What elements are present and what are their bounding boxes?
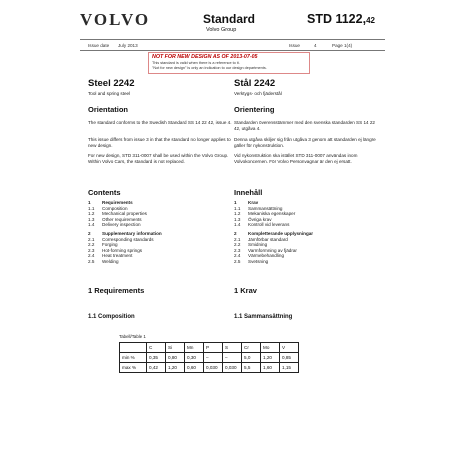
table-of-contents-english: [88, 200, 162, 265]
toc-item-label: Krav: [248, 200, 259, 205]
toc-item-label: Delivery inspection: [102, 222, 141, 228]
toc-item-number: 1: [234, 200, 237, 205]
toc-item-number: 2.3: [234, 247, 241, 253]
toc-item-number: 1.1: [234, 205, 241, 211]
toc-item-label: Övriga krav: [248, 216, 272, 222]
composition-table: [119, 342, 299, 373]
table-header-cell: V: [280, 343, 299, 353]
orientation-para3-swedish: Vid nykonstruktion ska istället STD 311-0007 användas inom Volvokoncernen. För Volvo Personvagnar är den ej ersatt.: [234, 153, 358, 164]
toc-item-label: Mechanical properties: [102, 211, 147, 217]
document-owner: Volvo Group: [206, 27, 237, 33]
table-cell: min %: [120, 353, 147, 363]
section-1-1-heading-english: 1.1 Composition: [88, 314, 135, 320]
title-english: Steel 2242: [88, 78, 135, 89]
subtitle-english: Tool and spring steel: [88, 91, 131, 96]
subtitle-swedish: Verktygs- och fjäderstål: [234, 91, 282, 96]
toc-item-label: Smidning: [248, 242, 268, 248]
table-cell: 0,60: [185, 363, 204, 373]
toc-item-label: Composition: [102, 205, 128, 211]
table-cell: –: [223, 353, 242, 363]
orientation-para2-english: This issue differs from issue 3 in that the standard no longer applies to new design.: [88, 137, 231, 148]
toc-item: [88, 259, 162, 265]
toc-item-label: Heat treatment: [102, 253, 133, 259]
section-1-heading-swedish: 1 Krav: [234, 286, 257, 295]
table-cell: max %: [120, 363, 147, 373]
orientation-para1-english: The standard conforms to the Swedish Standard SS 14 22 42, issue 4.: [88, 120, 232, 125]
toc-item: [88, 222, 162, 228]
toc-item-number: 2.2: [234, 242, 241, 248]
contents-heading-english: Contents: [88, 188, 121, 197]
page-number: Page 1(4): [332, 43, 353, 48]
table-cell: –: [204, 353, 223, 363]
toc-item-label: Supplementary information: [102, 230, 162, 236]
toc-item-number: 1.3: [234, 216, 241, 222]
toc-item-label: Forging: [102, 242, 118, 248]
table-header-cell: C: [147, 343, 166, 353]
table-cell: 5,0: [242, 353, 261, 363]
orientation-heading-english: Orientation: [88, 105, 129, 114]
table-cell: 1,15: [280, 363, 299, 373]
toc-item-number: 1.1: [88, 205, 95, 211]
toc-item-number: 2.1: [88, 236, 95, 242]
orientation-heading-swedish: Orientering: [234, 105, 275, 114]
toc-item-number: 1.3: [88, 216, 95, 222]
table-cell: 0,42: [147, 363, 166, 373]
table-header-cell: Mn: [185, 343, 204, 353]
header-bottom-rule: [80, 50, 385, 51]
toc-item-number: 2.3: [88, 247, 95, 253]
standard-number: STD 1122,42: [307, 12, 375, 26]
toc-item-number: 2.2: [88, 242, 95, 248]
section-1-heading-english: 1 Requirements: [88, 286, 145, 295]
notice-headline: NOT FOR NEW DESIGN AS OF 2013-07-05: [152, 54, 258, 60]
toc-item: [234, 259, 313, 265]
toc-item-label: Jämförbar standard: [248, 236, 288, 242]
issue-label: Issue: [289, 43, 300, 48]
toc-item-number: 2: [88, 230, 91, 236]
not-for-new-design-notice: [148, 52, 310, 74]
table-row: [120, 353, 299, 363]
toc-item-number: 1: [88, 200, 91, 205]
table-cell: 1,20: [166, 363, 185, 373]
table-cell: 0,80: [166, 353, 185, 363]
table-of-contents-swedish: [234, 200, 313, 265]
table-header-cell: Mo: [261, 343, 280, 353]
table-header-cell: P: [204, 343, 223, 353]
toc-item-number: 1.4: [234, 222, 241, 228]
contents-heading-swedish: Innehåll: [234, 188, 263, 197]
table-cell: 5,5: [242, 363, 261, 373]
toc-item-label: Svetsning: [248, 258, 269, 264]
document-type-title: Standard: [203, 12, 256, 26]
table-cell: 1,60: [261, 363, 280, 373]
orientation-para2-swedish: Denna utgåva skiljer sig från utgåva 3 genom att standarden ej längre gäller för nykonstruktion.: [234, 137, 376, 148]
table-header-cell: S: [223, 343, 242, 353]
orientation-para1-swedish: Standarden överensstämmer med den svenska standarden SS 14 22 42, utgåva 4.: [234, 120, 375, 131]
table-header-cell: [120, 343, 147, 353]
toc-item-number: 2.4: [234, 253, 241, 259]
toc-item-label: Sammansättning: [248, 205, 283, 211]
orientation-para3-english: For new design, STD 311-0007 shall be used within the Volvo Group. Within Volvo Cars, the standard is not replaced.: [88, 153, 229, 164]
issue-value: 4: [314, 43, 317, 48]
section-1-1-heading-swedish: 1.1 Sammansättning: [234, 314, 293, 320]
issue-date-label: Issue date: [88, 43, 110, 48]
toc-item-label: Kontroll vid leverans: [248, 222, 290, 228]
table-cell: 0,30: [185, 353, 204, 363]
volvo-logo: VOLVO: [80, 10, 151, 29]
toc-item-label: Corresponding standards: [102, 236, 154, 242]
toc-item-number: 1.2: [234, 211, 241, 217]
toc-item-number: 1.4: [88, 222, 95, 228]
toc-item-number: 2.1: [234, 236, 241, 242]
toc-item-number: 2.5: [234, 258, 241, 264]
toc-item-label: Mekaniska egenskaper: [248, 211, 296, 217]
table-cell: 0,35: [147, 353, 166, 363]
table-header-row: [120, 343, 299, 353]
notice-line-validity: This standard is valid when there is a reference to it.: [152, 61, 240, 65]
toc-item: [234, 222, 313, 228]
toc-item-label: Kompletterande upplysningar: [248, 230, 314, 236]
issue-date-value: July 2013: [118, 43, 138, 48]
table-row: [120, 363, 299, 373]
table-cell: 0,030: [223, 363, 242, 373]
toc-item-label: Other requirements: [102, 216, 142, 222]
table-header-cell: Cr: [242, 343, 261, 353]
title-swedish: Stål 2242: [234, 78, 276, 89]
toc-item-label: Welding: [102, 258, 119, 264]
table-cell: 1,20: [261, 353, 280, 363]
toc-item-number: 2.5: [88, 258, 95, 264]
toc-item-number: 2: [234, 230, 237, 236]
table-cell: 0,030: [204, 363, 223, 373]
standard-number-suffix: 42: [366, 16, 375, 25]
header-top-rule: [80, 39, 385, 40]
toc-item-number: 1.2: [88, 211, 95, 217]
table-caption: Tabell/Table 1: [119, 334, 146, 339]
toc-item-number: 2.4: [88, 253, 95, 259]
notice-line-indication: "Not for new design" is only an indication to our design departments.: [152, 66, 267, 70]
toc-item-label: Värmebehandling: [248, 253, 285, 259]
table-header-cell: Si: [166, 343, 185, 353]
table-cell: 0,85: [280, 353, 299, 363]
toc-item-label: Requirements: [102, 200, 133, 205]
toc-item-label: Hot-forming springs: [102, 247, 143, 253]
toc-item-label: Varmformning av fjädrar: [248, 247, 297, 253]
